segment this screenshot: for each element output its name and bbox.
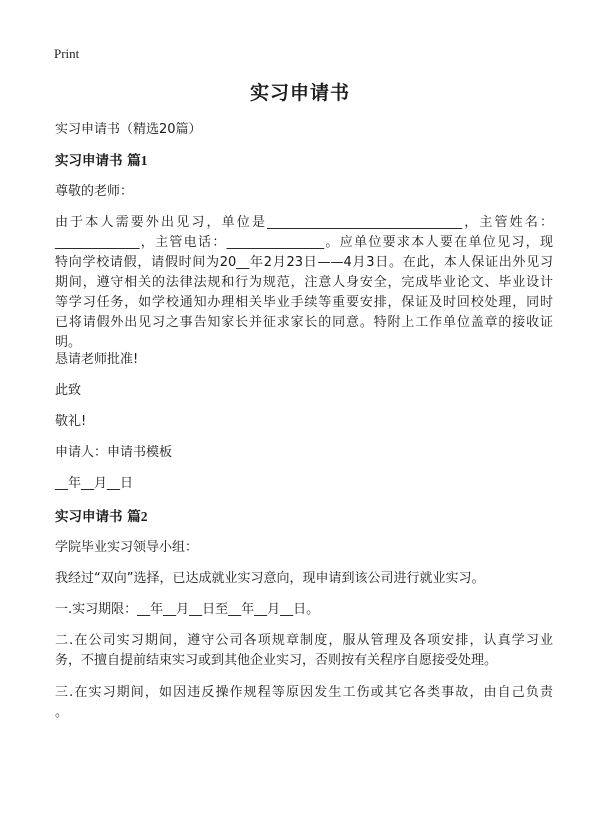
- section-1-heading: [55, 151, 147, 171]
- section-1-body-row: 已将请假外出见习之事告知家长并征求家长的同意。特附上工作单位盖章的接收证: [55, 315, 553, 330]
- section-2-salutation: 学院毕业实习领导小组：: [55, 540, 199, 555]
- section-1-body: [55, 213, 553, 353]
- section-2-heading-text: 实习申请书 篇: [55, 509, 141, 525]
- section-2-item-2-row: 务，不擅自提前结束实习或到其他企业实习，否则按有关程序自愿接受处理。: [55, 653, 498, 668]
- section-2-line-1: 我经过“双向”选择，已达成就业实习意向，现申请到该公司进行就业实习。: [55, 571, 485, 586]
- section-1-closing-1: 此致: [55, 383, 82, 398]
- section-1-applicant: 申请人：申请书模板: [55, 445, 173, 460]
- page-title: 实习申请书: [249, 82, 350, 104]
- section-2-item-3-row: 。: [55, 705, 69, 720]
- section-1-body-row: 期间，遵守相关的法律法规和行为规范，注意人身安全，完成毕业论文、毕业设计: [55, 275, 553, 290]
- section-1-body-row: _____________，主管电话：_______________。应单位要求本人要在单位见习，现: [55, 235, 553, 250]
- section-1-salutation: 尊敬的老师：: [55, 184, 134, 199]
- section-1-date: __年__月__日: [55, 476, 134, 491]
- document-subtitle: 实习申请书（精选20篇）: [55, 122, 202, 137]
- section-1-body-row: 特向学校请假，请假时间为20__年2月23日——4月3日。在此，本人保证出外见习: [55, 255, 553, 270]
- section-2-item-2: [55, 631, 553, 671]
- section-1-body-row: 由于本人需要外出见习，单位是______________________________，主管姓名：: [55, 215, 553, 230]
- section-2-item-3: [55, 683, 553, 723]
- section-1-closing-2: 敬礼!: [55, 414, 87, 429]
- print-link[interactable]: Print: [54, 46, 80, 61]
- section-2-heading: [55, 507, 147, 527]
- section-1-heading-number: 1: [140, 153, 148, 168]
- section-1-body-row: 等学习任务，如学校通知办理相关毕业手续等重要安排，保证及时回校处理，同时: [55, 295, 553, 310]
- section-2-item-3-row: 三.在实习期间，如因违反操作规程等原因发生工伤或其它各类事故，由自己负责: [55, 685, 553, 700]
- section-2-item-2-row: 二.在公司实习期间，遵守公司各项规章制度，服从管理及各项安排，认真学习业: [55, 633, 553, 648]
- section-2-item-1: 一.实习期限：__年__月__日至__年__月__日。: [55, 602, 320, 617]
- section-1-request: 恳请老师批准!: [55, 352, 139, 367]
- section-1-body-row: 明。: [55, 335, 82, 350]
- section-2-heading-number: 2: [140, 509, 148, 524]
- section-1-heading-text: 实习申请书 篇: [55, 153, 141, 169]
